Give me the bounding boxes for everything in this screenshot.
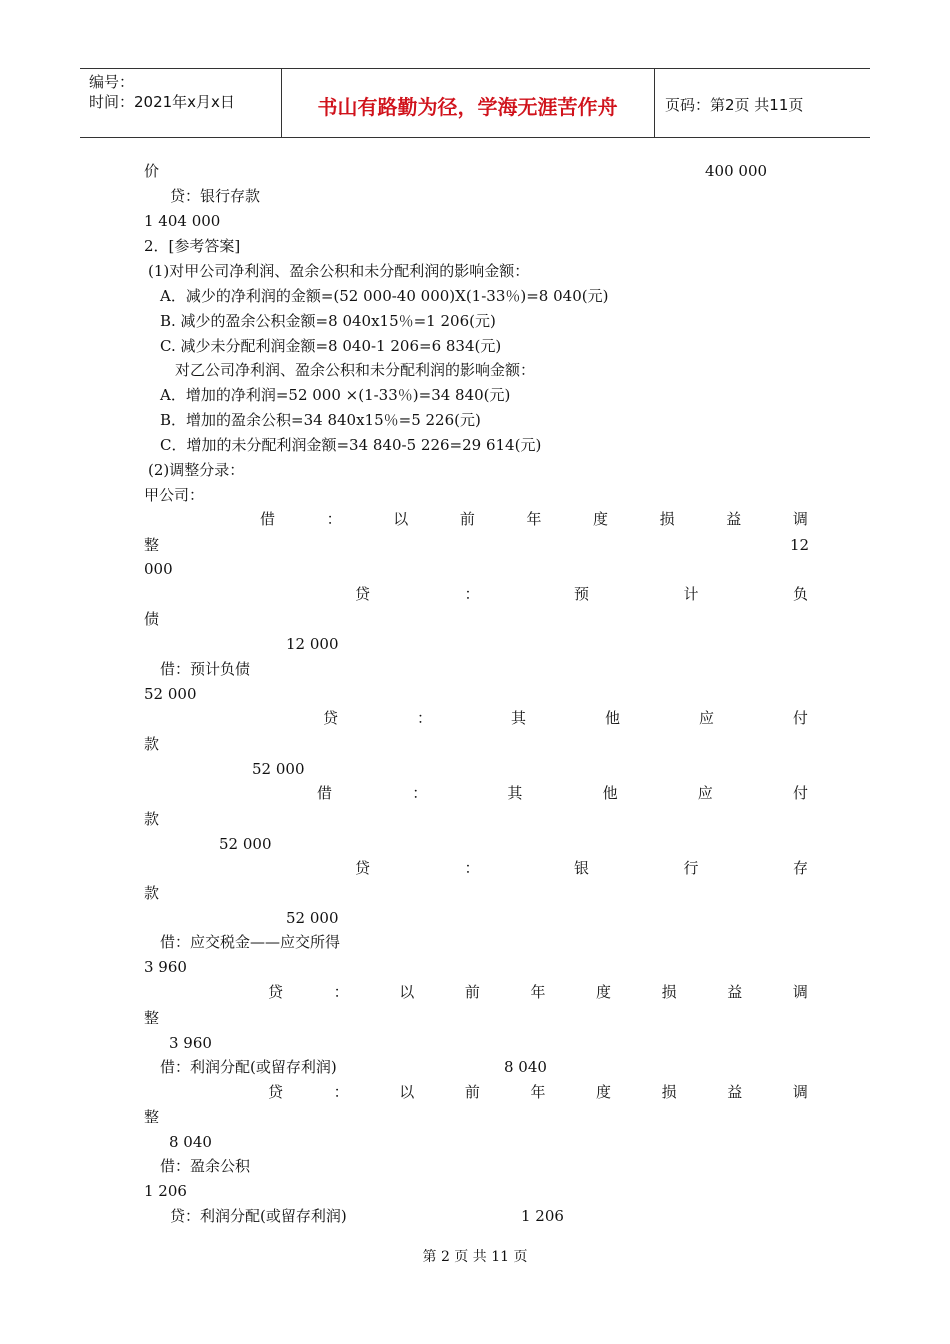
char: 度 xyxy=(596,1083,612,1101)
char: 年 xyxy=(530,983,546,1001)
char: 前 xyxy=(459,510,475,528)
text-line: 贷：利润分配(或留存利润) xyxy=(170,1207,347,1225)
char: ： xyxy=(326,510,342,528)
char: 年 xyxy=(530,1083,546,1101)
page-label: 页码：第2页 共11页 xyxy=(665,96,804,114)
text-line: 款 xyxy=(144,884,160,902)
header-motto-cell xyxy=(281,69,655,137)
text-line: C. 减少未分配利润金额=8 040-1 206=6 834(元) xyxy=(160,337,502,355)
spread-line xyxy=(317,783,808,803)
char: 以 xyxy=(399,983,415,1001)
char: 应 xyxy=(698,709,714,727)
char: 计 xyxy=(683,585,699,603)
char: 行 xyxy=(683,859,699,877)
spread-line xyxy=(355,858,808,878)
char: 前 xyxy=(464,1083,480,1101)
amount: 52 000 xyxy=(286,909,339,927)
amount: 52 000 xyxy=(144,685,197,703)
number-label: 编号： xyxy=(89,73,135,91)
char: 贷 xyxy=(268,983,284,1001)
char: 以 xyxy=(393,510,409,528)
char: ： xyxy=(412,784,428,802)
char: 银 xyxy=(573,859,589,877)
amount: 3 960 xyxy=(144,958,187,976)
text-line: 整 xyxy=(144,1009,160,1027)
char: ： xyxy=(416,709,432,727)
char: 借 xyxy=(317,784,333,802)
char: 损 xyxy=(661,1083,677,1101)
header-page-cell xyxy=(655,69,870,137)
spread-line xyxy=(268,982,808,1002)
char: 度 xyxy=(596,983,612,1001)
char: ： xyxy=(333,983,349,1001)
amount: 1 206 xyxy=(144,1182,187,1200)
char: 损 xyxy=(659,510,675,528)
spread-line xyxy=(323,708,808,728)
amount: 52 000 xyxy=(252,760,305,778)
char: 应 xyxy=(697,784,713,802)
amount: 12 000 xyxy=(286,635,339,653)
char: 借 xyxy=(260,510,276,528)
text-line: 价 xyxy=(144,162,160,180)
text-line: A．减少的净利润的金额=(52 000-40 000)X(1-33％)=8 040(元) xyxy=(160,287,609,305)
char: 付 xyxy=(792,709,808,727)
char: 益 xyxy=(726,510,742,528)
text-line: 借：利润分配(或留存利润) xyxy=(160,1058,337,1076)
spread-line xyxy=(260,509,808,529)
text-line: 整 xyxy=(144,536,160,554)
page-footer: 第 2 页 共 11 页 xyxy=(422,1249,528,1265)
text-line: 款 xyxy=(144,735,160,753)
amount: 8 040 xyxy=(169,1133,212,1151)
text-line: 甲公司： xyxy=(144,486,205,504)
char: 贷 xyxy=(323,709,339,727)
char: 负 xyxy=(792,585,808,603)
text-line: (1)对甲公司净利润、盈余公积和未分配利润的影响金额： xyxy=(148,262,530,280)
spread-line xyxy=(268,1082,808,1102)
char: 其 xyxy=(510,709,526,727)
char: 年 xyxy=(526,510,542,528)
text-line: B．增加的盈余公积=34 840x15％=5 226(元) xyxy=(160,411,481,429)
amount: 1 404 000 xyxy=(144,212,221,230)
char: ： xyxy=(464,859,480,877)
text-line: 2．[参考答案] xyxy=(144,237,241,255)
amount: 52 000 xyxy=(219,835,272,853)
motto-text: 书山有路勤为径，学海无涯苦作舟 xyxy=(317,95,618,119)
char: 度 xyxy=(593,510,609,528)
char: 以 xyxy=(399,1083,415,1101)
text-line: 款 xyxy=(144,810,160,828)
text-line: C．增加的未分配利润金额=34 840-5 226=29 614(元) xyxy=(160,436,542,454)
amount: 1 206 xyxy=(521,1207,564,1225)
amount: 12 xyxy=(790,536,810,554)
char: 益 xyxy=(727,1083,743,1101)
char: 益 xyxy=(727,983,743,1001)
text-line: 债 xyxy=(144,610,160,628)
char: 付 xyxy=(792,784,808,802)
char: 其 xyxy=(507,784,523,802)
text-line: 借：预计负债 xyxy=(160,660,251,678)
amount: 8 040 xyxy=(504,1058,547,1076)
char: ： xyxy=(333,1083,349,1101)
char: 贷 xyxy=(268,1083,284,1101)
time-label: 时间：2021年x月x日 xyxy=(89,93,235,111)
char: 存 xyxy=(792,859,808,877)
text-line: 借：盈余公积 xyxy=(160,1157,251,1175)
text-line: 对乙公司净利润、盈余公积和未分配利润的影响金额： xyxy=(175,361,536,379)
char: 贷 xyxy=(355,859,371,877)
text-line: B. 减少的盈余公积金额=8 040x15％=1 206(元) xyxy=(160,312,496,330)
char: 预 xyxy=(573,585,589,603)
text-line: 贷：银行存款 xyxy=(170,187,261,205)
amount: 3 960 xyxy=(169,1034,212,1052)
char: 调 xyxy=(792,1083,808,1101)
amount: 000 xyxy=(144,560,173,578)
char: 他 xyxy=(602,784,618,802)
text-line: A．增加的净利润=52 000 ×(1-33％)=34 840(元) xyxy=(160,386,511,404)
char: 他 xyxy=(604,709,620,727)
char: 前 xyxy=(464,983,480,1001)
char: 贷 xyxy=(355,585,371,603)
char: ： xyxy=(464,585,480,603)
char: 调 xyxy=(792,983,808,1001)
amount: 400 000 xyxy=(705,162,768,180)
document-header xyxy=(80,68,870,138)
char: 损 xyxy=(661,983,677,1001)
char: 调 xyxy=(792,510,808,528)
text-line: 整 xyxy=(144,1108,160,1126)
spread-line xyxy=(355,584,808,604)
text-line: (2)调整分录： xyxy=(148,461,245,479)
text-line: 借：应交税金——应交所得 xyxy=(160,933,341,951)
header-info-cell xyxy=(80,69,282,137)
